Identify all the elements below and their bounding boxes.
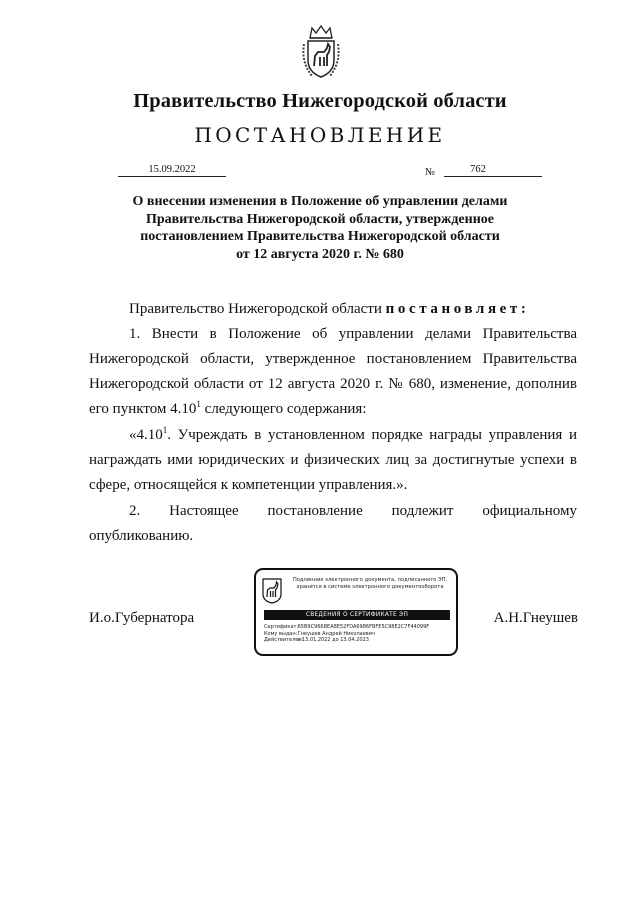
number-sign: №: [425, 167, 436, 178]
document-subject: [120, 193, 520, 263]
p1-tail: следующего содержания:: [200, 401, 367, 417]
p2-text: . Учреждать в установленном порядке награды управления и награждать ими юридических и физических лиц за достигнутые успехи в сфере, относящейся к компетенции управления.».: [89, 427, 577, 493]
subject-line: от 12 августа 2020 г. № 680: [236, 246, 404, 262]
document-date: 15.09.2022: [118, 163, 226, 177]
stamp-note: [286, 577, 454, 590]
p3-line2: опубликованию.: [89, 528, 194, 544]
p1-superscript: 1: [196, 399, 201, 409]
document-body: [89, 297, 577, 550]
document-number: [444, 163, 542, 177]
subject-line: постановлением Правительства Нижегородской области: [140, 229, 500, 244]
certificate-line: [264, 624, 452, 631]
issued-label: Кому выдан:: [264, 630, 298, 637]
stamp-note-line: хранится в системе электронного документооборота: [296, 583, 444, 590]
stamp-note-line: Подлинник электронного документа, подписанного ЭП,: [292, 577, 448, 583]
p3-line1: 2. Настоящее постановление подлежит официальному: [129, 503, 577, 519]
p2-superscript: 1: [162, 425, 168, 435]
valid-value: с 13.01.2022 до 13.04.2023: [297, 637, 369, 644]
issued-value: Гнеушев Андрей Николаевич: [297, 630, 375, 637]
document-number-value: 762: [470, 164, 486, 175]
valid-label: Действителен:: [264, 637, 304, 644]
certificate-label: Сертификат:: [264, 624, 299, 630]
paragraph-3: [89, 499, 577, 524]
signatory-name: А.Н.Гнеушев: [493, 610, 578, 626]
certificate-details: [264, 624, 452, 644]
paragraph-2: [89, 423, 577, 498]
subject-line: О внесении изменения в Положение об управлении делами: [132, 194, 508, 209]
deer-emblem-icon: [262, 578, 282, 604]
p1-main: 1. Внести в Положение об управлении делами Правительства Нижегородской области, утвержденное постановлением Правительства Нижегородской области от 12 августа 2020 г. № 680, изменение, дополнив его пунктом 4.10: [89, 326, 577, 417]
intro-verb: постановляет:: [385, 301, 530, 317]
intro-paragraph: [89, 297, 577, 322]
electronic-signature-stamp: [254, 568, 458, 656]
valid-line: [264, 637, 452, 644]
paragraph-3-continued: [89, 524, 577, 549]
signatory-position: И.о.Губернатора: [89, 610, 195, 626]
intro-prefix: Правительство Нижегородской области: [129, 301, 382, 317]
subject-line: Правительства Нижегородской области, утвержденное: [146, 211, 494, 227]
coat-of-arms-icon: [300, 24, 342, 80]
certificate-header: СВЕДЕНИЯ О СЕРТИФИКАТЕ ЭП: [264, 610, 450, 620]
certificate-value: 65B9C966BEA8E52FDA6986FBFE5C98E2C7F44099F: [297, 624, 430, 630]
p2-open: «4.10: [129, 427, 163, 443]
paragraph-1: [89, 322, 577, 422]
government-title: Правительство Нижегородской области: [133, 90, 507, 112]
document-type: ПОСТАНОВЛЕНИЕ: [194, 123, 446, 147]
